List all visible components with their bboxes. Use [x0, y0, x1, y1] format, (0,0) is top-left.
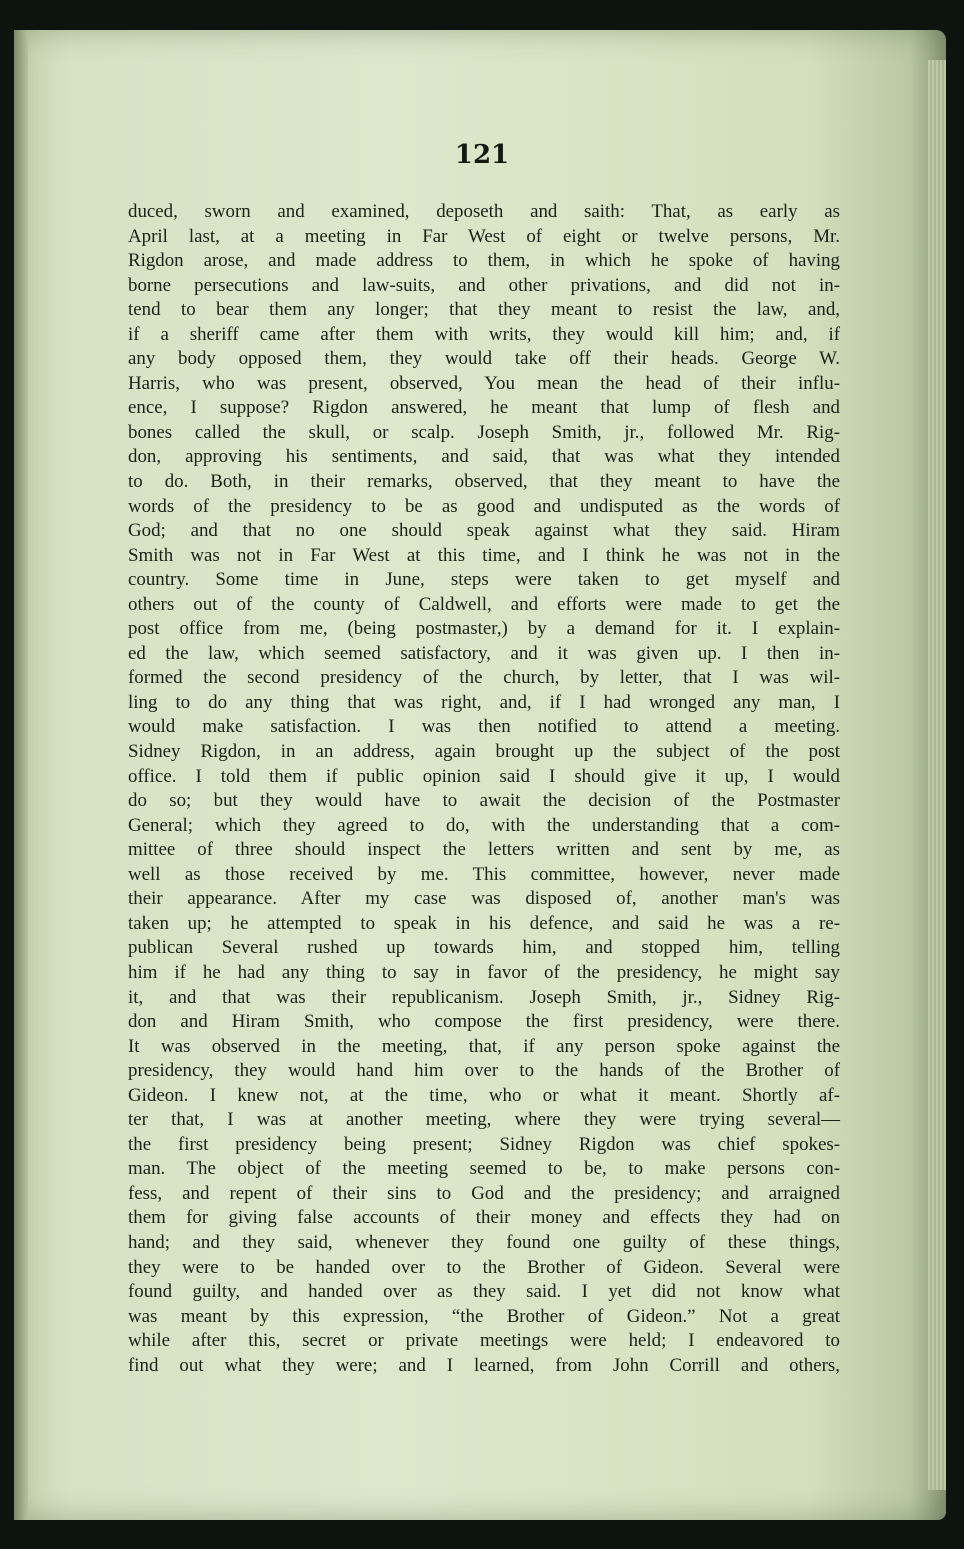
text-line: others out of the county of Caldwell, and efforts were made to get the [128, 593, 840, 615]
text-line: ed the law, which seemed satisfactory, and it was given up. I then in- [128, 642, 840, 664]
text-line: country. Some time in June, steps were taken to get myself and [128, 569, 840, 591]
text-line: It was observed in the meeting, that, if any person spoke against the [128, 1035, 840, 1057]
text-line: do so; but they would have to await the decision of the Postmaster [128, 790, 840, 812]
text-line: ling to do any thing that was right, and, if I had wronged any man, I [128, 691, 840, 713]
text-line: Sidney Rigdon, in an address, again brought up the subject of the post [128, 741, 840, 763]
text-line: any body opposed them, they would take off their heads. George W. [128, 348, 840, 370]
page-gutter [14, 30, 28, 1520]
text-line: found guilty, and handed over as they said. I yet did not know what [128, 1281, 840, 1303]
page-body-text [128, 200, 840, 1378]
text-line: publican Several rushed up towards him, and stopped him, telling [128, 937, 840, 959]
text-line: duced, sworn and examined, deposeth and saith: That, as early as [128, 201, 840, 222]
text-line: hand; and they said, whenever they found one guilty of these things, [128, 1231, 840, 1253]
text-line: find out what they were; and I learned, from John Corrill and others, [128, 1354, 840, 1376]
text-line: post office from me, (being postmaster,) by a demand for it. I explain- [128, 618, 840, 640]
text-line: Smith was not in Far West at this time, and I think he was not in the [128, 544, 840, 566]
text-line: man. The object of the meeting seemed to be, to make persons con- [128, 1158, 840, 1180]
text-line: Rigdon arose, and made address to them, in which he spoke of having [128, 250, 840, 272]
text-line: it, and that was their republicanism. Joseph Smith, jr., Sidney Rig- [128, 986, 840, 1008]
text-line: mittee of three should inspect the letters written and sent by me, as [128, 839, 840, 861]
text-line: words of the presidency to be as good and undisputed as the words of [128, 495, 840, 517]
text-line: April last, at a meeting in Far West of eight or twelve persons, Mr. [128, 225, 840, 247]
text-line: tend to bear them any longer; that they meant to resist the law, and, [128, 299, 840, 321]
text-line: ence, I suppose? Rigdon answered, he meant that lump of flesh and [128, 397, 840, 419]
text-line: if a sheriff came after them with writs, they would kill him; and, if [128, 323, 840, 345]
text-line: presidency, they would hand him over to the hands of the Brother of [128, 1060, 840, 1082]
text-line: bones called the skull, or scalp. Joseph Smith, jr., followed Mr. Rig- [128, 421, 840, 443]
text-line: them for giving false accounts of their money and effects they had on [128, 1207, 840, 1229]
text-line: don and Hiram Smith, who compose the first presidency, were there. [128, 1011, 840, 1033]
text-line: they were to be handed over to the Brother of Gideon. Several were [128, 1256, 840, 1278]
text-line: formed the second presidency of the church, by letter, that I was wil- [128, 667, 840, 689]
text-line: well as those received by me. This committee, however, never made [128, 863, 840, 885]
text-line: him if he had any thing to say in favor of the presidency, he might say [128, 961, 840, 983]
text-line: while after this, secret or private meetings were held; I endeavored to [128, 1330, 840, 1352]
text-line: to do. Both, in their remarks, observed, that they meant to have the [128, 471, 840, 493]
text-line: would make satisfaction. I was then notified to attend a meeting. [128, 716, 840, 738]
text-line: the first presidency being present; Sidney Rigdon was chief spokes- [128, 1133, 840, 1155]
text-line: General; which they agreed to do, with the understanding that a com- [128, 814, 840, 836]
text-line: God; and that no one should speak against what they said. Hiram [128, 520, 840, 542]
page-edges [928, 60, 946, 1490]
text-line: Gideon. I knew not, at the time, who or what it meant. Shortly af- [128, 1084, 840, 1106]
page-number: 121 [454, 140, 510, 170]
text-line: borne persecutions and law-suits, and other privations, and did not in- [128, 274, 840, 296]
text-line: office. I told them if public opinion said I should give it up, I would [128, 765, 840, 787]
text-line: ter that, I was at another meeting, where they were trying several— [128, 1109, 840, 1131]
text-line: their appearance. After my case was disposed of, another man's was [128, 888, 840, 910]
text-line: taken up; he attempted to speak in his defence, and said he was a re- [128, 912, 840, 934]
text-line: was meant by this expression, “the Brother of Gideon.” Not a great [128, 1305, 840, 1327]
text-line: fess, and repent of their sins to God and the presidency; and arraigned [128, 1182, 840, 1204]
text-line: don, approving his sentiments, and said, that was what they intended [128, 446, 840, 468]
text-line: Harris, who was present, observed, You mean the head of their influ- [128, 372, 840, 394]
